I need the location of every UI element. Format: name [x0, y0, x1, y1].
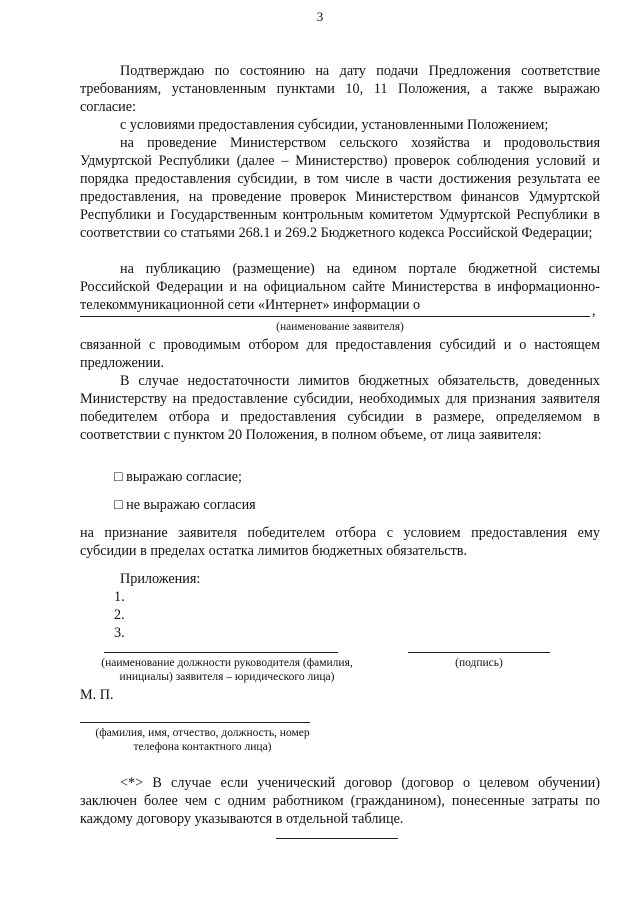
limits-paragraph: В случае недостаточности лимитов бюджетных обязательств, доведенных Министерству на предоставление субсидии, необходимых для признания заявителя победителем отбора и предоставления субсидии в размере, определяемом в соответствии с пунктом 20 Положения, в полном объеме, от лица заявителя: [80, 373, 600, 443]
head-name-line [104, 652, 338, 653]
checkbox-icon[interactable]: □ [114, 497, 123, 513]
contact-caption-line-2: телефона контактного лица) [133, 741, 272, 753]
comma: , [592, 303, 596, 319]
signature-line [408, 652, 550, 653]
attachment-item: 1. [114, 589, 125, 605]
confirmation-paragraph: Подтверждаю по состоянию на дату подачи Предложения соответствие требованиям, установленным пунктами 10, 11 Положения, а также выражаю согласие: [80, 63, 600, 115]
checkbox-icon[interactable]: □ [114, 469, 123, 485]
option-agree[interactable] [114, 468, 242, 486]
contact-line [80, 722, 310, 723]
page-number: 3 [316, 9, 324, 24]
consent-inspections: на проведение Министерством сельского хозяйства и продовольствия Удмуртской Республики (далее – Министерство) проверок соблюдения условий и порядка предоставления субсидии, в том числе в части достижения результата ее предоставления, на проведение проверок Министерством финансов Удмуртской Республики и Государственным контрольным комитетом Удмуртской Республики в соответствии со статьями 268.1 и 269.2 Бюджетного кодекса Российской Федерации; [80, 135, 600, 241]
footnote: <*> В случае если ученический договор (договор о целевом обучении) заключен более чем с одним работником (гражданином), понесенные затраты по каждому договору указываются в отдельной таблице. [80, 775, 600, 827]
publication-continuation: связанной с проводимым отбором для предоставления субсидий и о настоящем предложении. [80, 337, 600, 371]
seal-mark: М. П. [80, 687, 114, 703]
applicant-name-line [80, 316, 590, 317]
consent-publication: на публикацию (размещение) на едином портале бюджетной системы Российской Федерации и на официальном сайте Министерства в информационно-телекоммуникационной сети «Интернет» информации о [80, 261, 600, 313]
signature-caption: (подпись) [455, 657, 503, 669]
option-agree-label: выражаю согласие; [126, 469, 242, 485]
attachment-item: 2. [114, 607, 125, 623]
head-caption-line-2: инициалы) заявителя – юридического лица) [119, 671, 335, 683]
attachment-item: 3. [114, 625, 125, 641]
contact-caption-line-1: (фамилия, имя, отчество, должность, номер [95, 727, 310, 739]
closing-rule [276, 838, 398, 839]
attachments-title: Приложения: [120, 571, 201, 587]
consent-conditions: с условиями предоставления субсидии, установленными Положением; [120, 117, 549, 133]
option-disagree[interactable] [114, 496, 256, 514]
applicant-name-caption: (наименование заявителя) [276, 321, 404, 333]
head-caption-line-1: (наименование должности руководителя (фамилия, [101, 657, 353, 669]
recognition-paragraph: на признание заявителя победителем отбора с условием предоставления ему субсидии в пределах остатка лимитов бюджетных обязательств. [80, 525, 600, 559]
option-disagree-label: не выражаю согласия [126, 497, 256, 513]
